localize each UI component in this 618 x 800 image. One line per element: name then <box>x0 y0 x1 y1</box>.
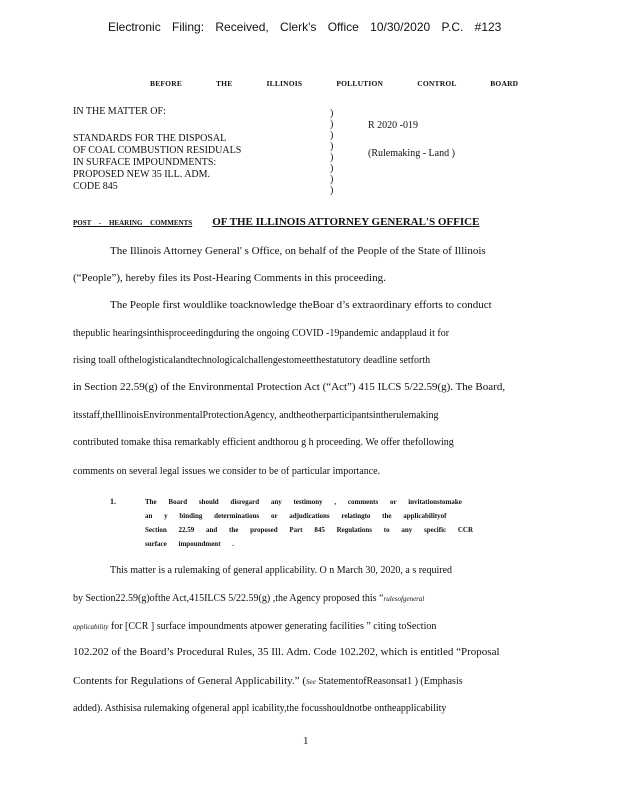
section-title-main: OF THE ILLINOIS ATTORNEY GENERAL'S OFFICE <box>212 216 480 228</box>
docket-number: R 2020 -019 <box>368 120 418 131</box>
caption-line: IN SURFACE IMPOUNDMENTS: <box>73 157 217 168</box>
italic-text: See <box>305 678 316 686</box>
caption-line: OF COAL COMBUSTION RESIDUALS <box>73 145 242 156</box>
paragraph-line <box>73 675 463 687</box>
list-item-line: Section 22.59 and the proposed Part 845 Regulations to any specific CCR <box>145 526 474 534</box>
page-number: 1 <box>303 735 309 747</box>
paragraph-line: itsstaff,theIllinoisEnvironmentalProtectionAgency, andtheotherparticipantsintherulemaking <box>73 410 439 421</box>
board-title: BEFORE THE ILLINOIS POLLUTION CONTROL BOARD <box>150 79 519 88</box>
caption-in-the-matter: IN THE MATTER OF: <box>73 106 166 117</box>
paragraph-line: The People first wouldlike toacknowledge theBoar d’s extraordinary efforts to conduct <box>110 299 492 311</box>
italic-text: applicability <box>73 623 109 631</box>
list-item-line: The Board should disregard any testimony , comments or invitationstomake <box>145 498 462 506</box>
paragraph-line: added). Asthisisa rulemaking ofgeneral appl icability,the focusshouldnotbe ontheapplicability <box>73 703 447 714</box>
paragraph-line: contributed tomake thisa remarkably efficient andthorou g h proceeding. We offer thefollowing <box>73 437 454 448</box>
italic-text: rulesofgeneral <box>383 595 425 603</box>
section-title <box>73 216 479 228</box>
paragraph-line: The Illinois Attorney General' s Office, on behalf of the People of the State of Illinois <box>110 245 486 257</box>
caption-line: PROPOSED NEW 35 ILL. ADM. <box>73 169 211 180</box>
paragraph-line: This matter is a rulemaking of general applicability. O n March 30, 2020, a s required <box>110 565 453 576</box>
rulemaking-type: (Rulemaking - Land ) <box>368 148 455 159</box>
text-run: by Section22.59(g)ofthe Act,415ILCS 5/22.59(g) ,the Agency proposed this “ <box>73 593 384 604</box>
paragraph-line: in Section 22.59(g) of the Environmental Protection Act (“Act”) 415 ILCS 5/22.59(g). The Board, <box>73 381 506 393</box>
caption-line: STANDARDS FOR THE DISPOSAL <box>73 133 227 144</box>
list-item-line: an y binding determinations or adjudications relatingto the applicabilityof <box>145 512 447 520</box>
caption-parentheses: ) ) ) ) ) ) ) ) <box>330 108 334 196</box>
list-item-number: 1. <box>110 497 116 506</box>
text-run: StatementofReasonsat1 ) (Emphasis <box>315 676 463 687</box>
caption-line: CODE 845 <box>73 181 118 192</box>
section-title-small: POST - HEARING COMMENTS <box>73 219 193 227</box>
paragraph-line: comments on several legal issues we consider to be of particular importance. <box>73 466 381 477</box>
paragraph-line: (“People”), hereby files its Post-Hearing Comments in this proceeding. <box>73 272 386 284</box>
text-run: Contents for Regulations of General Applicability.” ( <box>73 675 306 687</box>
list-item-line: surface impoundment . <box>145 540 235 548</box>
text-run: for [CCR ] surface impoundments atpower generating facilities ” citing toSection <box>108 621 437 632</box>
paragraph-line: rising toall ofthelogisticalandtechnologicalchallengestomeetthestatutory deadline setforth <box>73 355 431 366</box>
paragraph-line: 102.202 of the Board’s Procedural Rules, 35 Ill. Adm. Code 102.202, which is entitled “Proposal <box>73 646 500 658</box>
paragraph-line: thepublic hearingsinthisproceedingduring the ongoing COVID -19pandemic andapplaud it for <box>73 328 450 339</box>
paragraph-line <box>73 593 424 604</box>
efiling-header: Electronic Filing: Received, Clerk's Office 10/30/2020 P.C. #123 <box>108 20 502 34</box>
paragraph-line <box>73 621 436 632</box>
